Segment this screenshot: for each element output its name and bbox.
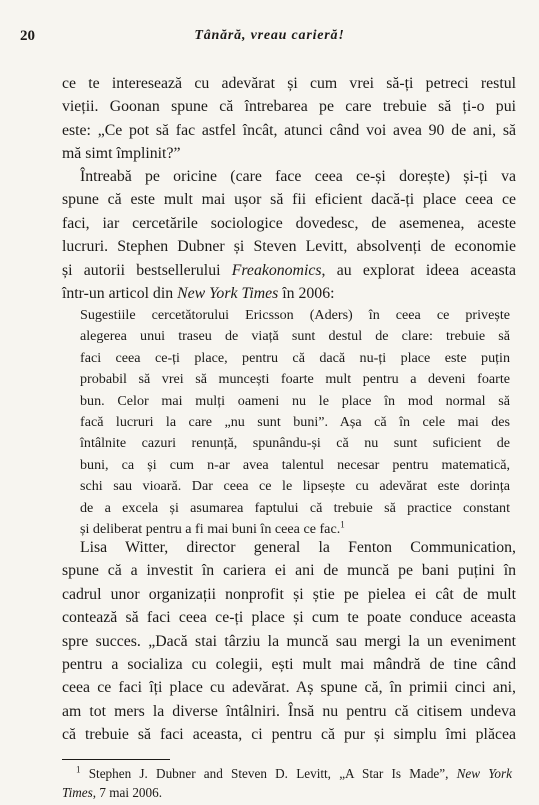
text-line: că trebuie să faci aceasta, ci pentru că pur și simplu îmi plăcea <box>62 726 516 744</box>
quote-line: întâlnite cazuri renunță, spunându-și că nu sunt suficient de <box>80 435 510 452</box>
text-line: spune că este mult mai ușor să fii eficient dacă-ți place ceea ce <box>62 191 516 209</box>
quote-line: alegerea unui traseu de viață sunt destul de clare: trebuie să <box>80 328 510 345</box>
quote-line: probabil să vrei să muncești foarte mult pentru a deveni foarte <box>80 371 510 388</box>
text-segment: , 7 mai 2006. <box>92 785 163 800</box>
text-segment: și deliberat pentru a fi mai buni în ceea ce fac. <box>80 521 341 538</box>
book-title: Freakonomics <box>231 261 322 279</box>
quote-line: de a excela și asumarea faptului că trebuie să practice constant <box>80 499 510 516</box>
text-line: spune că a investit în cariera ei ani de muncă pe bani puțini în <box>62 562 516 580</box>
text-line: este: „Ce pot să fac astfel încât, atunci când voi avea 90 de ani, să <box>62 121 516 139</box>
page-header <box>20 28 519 50</box>
quote-line: faci ceea ce-ți place, pentru că dacă nu-ți place este puțin <box>80 349 510 366</box>
page-number: 20 <box>20 28 35 44</box>
newspaper-title: New York <box>456 766 512 781</box>
paragraph-3 <box>62 536 516 747</box>
text-line: am tot mers la diverse întâlniri. Însă nu pentru că citisem undeva <box>62 702 516 720</box>
text-segment: și autorii bestsellerului <box>62 261 232 279</box>
text-line: contează să faci ceea ce-ți place și cum te poate conduce aceasta <box>62 609 516 627</box>
footnote-reference[interactable]: 1 <box>340 519 345 530</box>
newspaper-title: New York Times <box>177 285 279 303</box>
footnote-divider <box>62 759 170 760</box>
footnote-line <box>62 764 512 783</box>
text-line: Întreabă pe oricine (care face ceea ce-și dorește) și-ți va <box>80 168 516 185</box>
text-line: faci, iar cercetările sociologice dovedesc, de asemenea, aceste <box>62 214 516 232</box>
footnote-line <box>62 783 512 802</box>
quote-line: facă lucruri la care „nu sunt buni”. Așa că în cele mai des <box>80 414 510 431</box>
quote-line: Sugestiile cercetătorului Ericsson (Aders) în ceea ce privește <box>80 307 510 323</box>
quote-line: bun. Celor mai mulți oameni nu le place în mod normal să <box>80 392 510 409</box>
text-segment: , au explorat ideea aceasta <box>321 261 516 279</box>
footnote <box>62 764 512 802</box>
text-line: Lisa Witter, director general la Fenton Communication, <box>80 539 516 556</box>
footnote-number: 1 <box>76 764 81 775</box>
text-line: lucruri. Stephen Dubner și Steven Levitt, absolvenți de economie <box>62 238 516 256</box>
quote-line: schi sau vioară. Dar ceea ce le lipsește cu adevărat este dorința <box>80 478 510 495</box>
text-segment: Stephen J. Dubner and Steven D. Levitt, „A Star Is Made”, <box>80 766 457 781</box>
text-line <box>62 259 516 282</box>
text-line <box>62 282 516 305</box>
text-line: mă simt împlinit?” <box>62 145 181 163</box>
text-segment: în 2006: <box>278 285 335 303</box>
paragraph-1 <box>62 72 516 166</box>
block-quote <box>80 305 510 540</box>
newspaper-title: Times <box>62 785 93 800</box>
paragraph-2 <box>62 165 516 305</box>
text-line: cadrul unor organizații nonprofit și știe pe pielea ei cât de mult <box>62 585 516 603</box>
running-title: Tânără, vreau carieră! <box>194 28 345 43</box>
text-line: ce te interesează cu adevărat și cum vrei să-ți petreci restul <box>62 75 516 92</box>
text-line: spre succes. „Dacă stai târziu la muncă sau mergi la un eveniment <box>62 632 516 650</box>
text-line: pentru a socializa cu colegii, ești mult mai mândră de tine când <box>62 656 516 674</box>
quote-line: buni, ca și cum n-ar avea talentul necesar pentru matematică, <box>80 456 510 473</box>
text-segment: într-un articol din <box>62 285 178 303</box>
text-line: ceea ce faci îți place cu adevărat. Aș spune că, în primii cinci ani, <box>62 679 516 697</box>
text-line: vieții. Goonan spune că întrebarea pe care trebuie să ți-o pui <box>62 98 516 116</box>
